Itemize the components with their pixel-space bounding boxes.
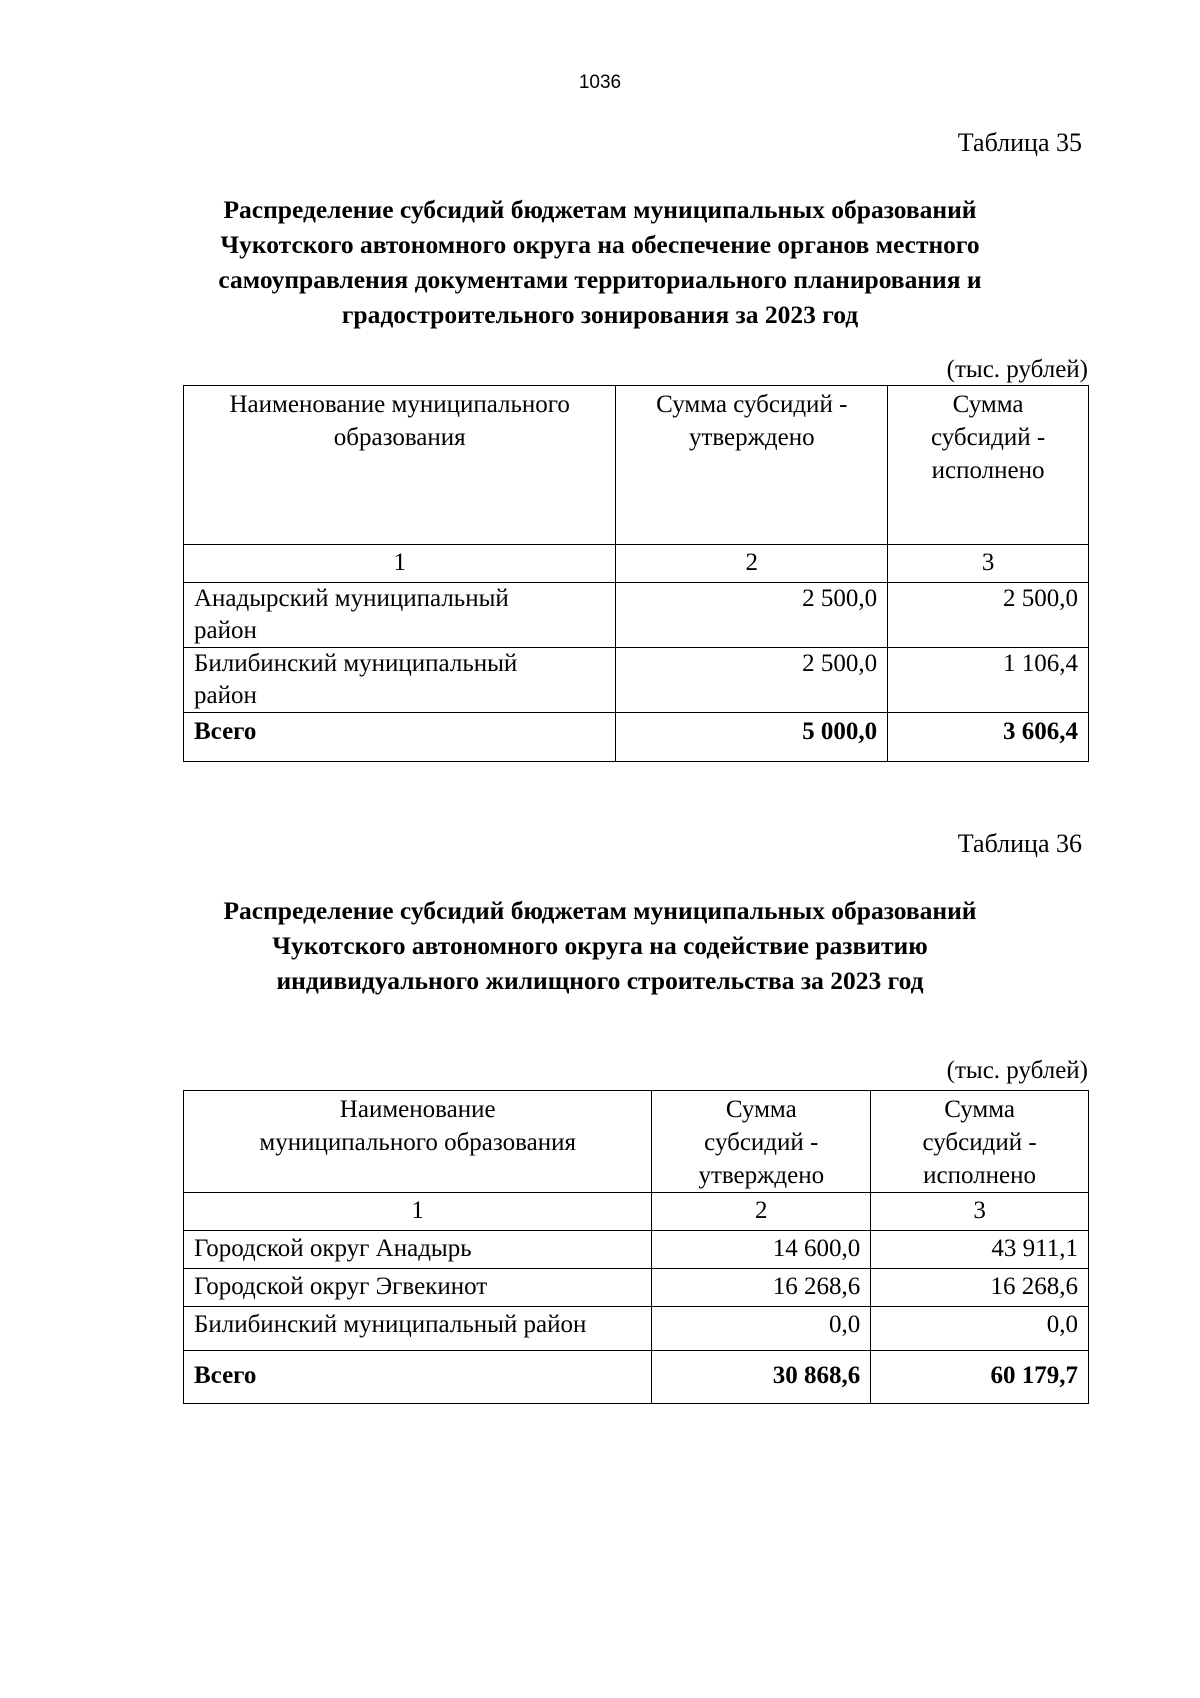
page-number: 1036 — [578, 72, 622, 93]
name-line: район — [194, 617, 257, 644]
column-number: 2 — [616, 545, 888, 583]
approved-amount: 14 600,0 — [652, 1231, 871, 1269]
column-number: 2 — [652, 1193, 871, 1231]
municipality-name: Билибинский муниципальный район — [184, 1307, 652, 1351]
table-36-units: (тыс. рублей) — [946, 1057, 1088, 1084]
total-row — [184, 713, 1089, 762]
header-executed — [888, 386, 1089, 545]
header-line: Сумма субсидий - — [656, 391, 848, 418]
title-line: градостроительного зонирования за 2023 год — [341, 300, 859, 329]
table-36-label: Таблица 36 — [957, 829, 1082, 858]
total-row — [184, 1351, 1089, 1404]
header-line: утверждено — [688, 424, 815, 451]
header-line: утверждено — [698, 1162, 825, 1189]
title-line: Распределение субсидий бюджетам муниципальных образований — [223, 195, 977, 224]
header-line: Сумма — [725, 1096, 797, 1123]
total-approved: 5 000,0 — [616, 713, 888, 762]
column-number: 1 — [184, 545, 616, 583]
header-line: субсидий - — [704, 1129, 819, 1156]
table-row — [184, 1307, 1089, 1351]
header-line: Наименование муниципального — [229, 391, 570, 418]
table-row — [184, 1231, 1089, 1269]
header-line: исполнено — [931, 457, 1045, 484]
column-number-row — [184, 1193, 1089, 1231]
municipality-name: Городской округ Эгвекинот — [184, 1269, 652, 1307]
header-row — [184, 386, 1089, 545]
executed-amount: 2 500,0 — [888, 583, 1089, 648]
table-36-title — [150, 893, 1050, 998]
column-number: 3 — [888, 545, 1089, 583]
column-number-row — [184, 545, 1089, 583]
title-line: Распределение субсидий бюджетам муниципальных образований — [223, 896, 977, 925]
table-row — [184, 1269, 1089, 1307]
column-number: 3 — [871, 1193, 1089, 1231]
column-number: 1 — [184, 1193, 652, 1231]
municipality-name: Городской округ Анадырь — [184, 1231, 652, 1269]
header-line: Наименование — [339, 1096, 496, 1123]
table-row — [184, 583, 1089, 648]
header-approved — [616, 386, 888, 545]
approved-amount: 16 268,6 — [652, 1269, 871, 1307]
header-row — [184, 1091, 1089, 1193]
table-36 — [183, 1090, 1089, 1404]
header-line: субсидий - — [930, 424, 1046, 451]
title-line: индивидуального жилищного строительства за 2023 год — [276, 966, 924, 995]
header-line: исполнено — [923, 1162, 1037, 1189]
table-35-title — [150, 192, 1050, 332]
total-label: Всего — [184, 1351, 652, 1404]
header-line: Сумма — [944, 1096, 1015, 1123]
header-line: образования — [333, 424, 466, 451]
total-executed: 3 606,4 — [888, 713, 1089, 762]
title-line: Чукотского автономного округа на содействие развитию — [272, 931, 928, 960]
header-line: Сумма — [952, 391, 1024, 418]
executed-amount: 0,0 — [871, 1307, 1089, 1351]
table-35-units: (тыс. рублей) — [946, 356, 1088, 383]
title-line: Чукотского автономного округа на обеспечение органов местного — [220, 230, 980, 259]
table-35 — [183, 385, 1089, 762]
total-label: Всего — [184, 713, 616, 762]
title-line: самоуправления документами территориального планирования и — [218, 265, 982, 294]
name-line: Билибинский муниципальный — [194, 650, 518, 677]
approved-amount: 0,0 — [652, 1307, 871, 1351]
municipality-name — [184, 583, 616, 648]
approved-amount: 2 500,0 — [616, 583, 888, 648]
header-approved — [652, 1091, 871, 1193]
header-line: субсидий - — [922, 1129, 1037, 1156]
table-row — [184, 648, 1089, 713]
header-line: муниципального образования — [259, 1129, 576, 1156]
name-line: район — [194, 682, 257, 709]
total-approved: 30 868,6 — [652, 1351, 871, 1404]
name-line: Анадырский муниципальный — [194, 585, 509, 612]
municipality-name — [184, 648, 616, 713]
header-name — [184, 1091, 652, 1193]
total-executed: 60 179,7 — [871, 1351, 1089, 1404]
header-executed — [871, 1091, 1089, 1193]
approved-amount: 2 500,0 — [616, 648, 888, 713]
executed-amount: 16 268,6 — [871, 1269, 1089, 1307]
executed-amount: 1 106,4 — [888, 648, 1089, 713]
executed-amount: 43 911,1 — [871, 1231, 1089, 1269]
table-35-label: Таблица 35 — [957, 128, 1082, 157]
header-name — [184, 386, 616, 545]
